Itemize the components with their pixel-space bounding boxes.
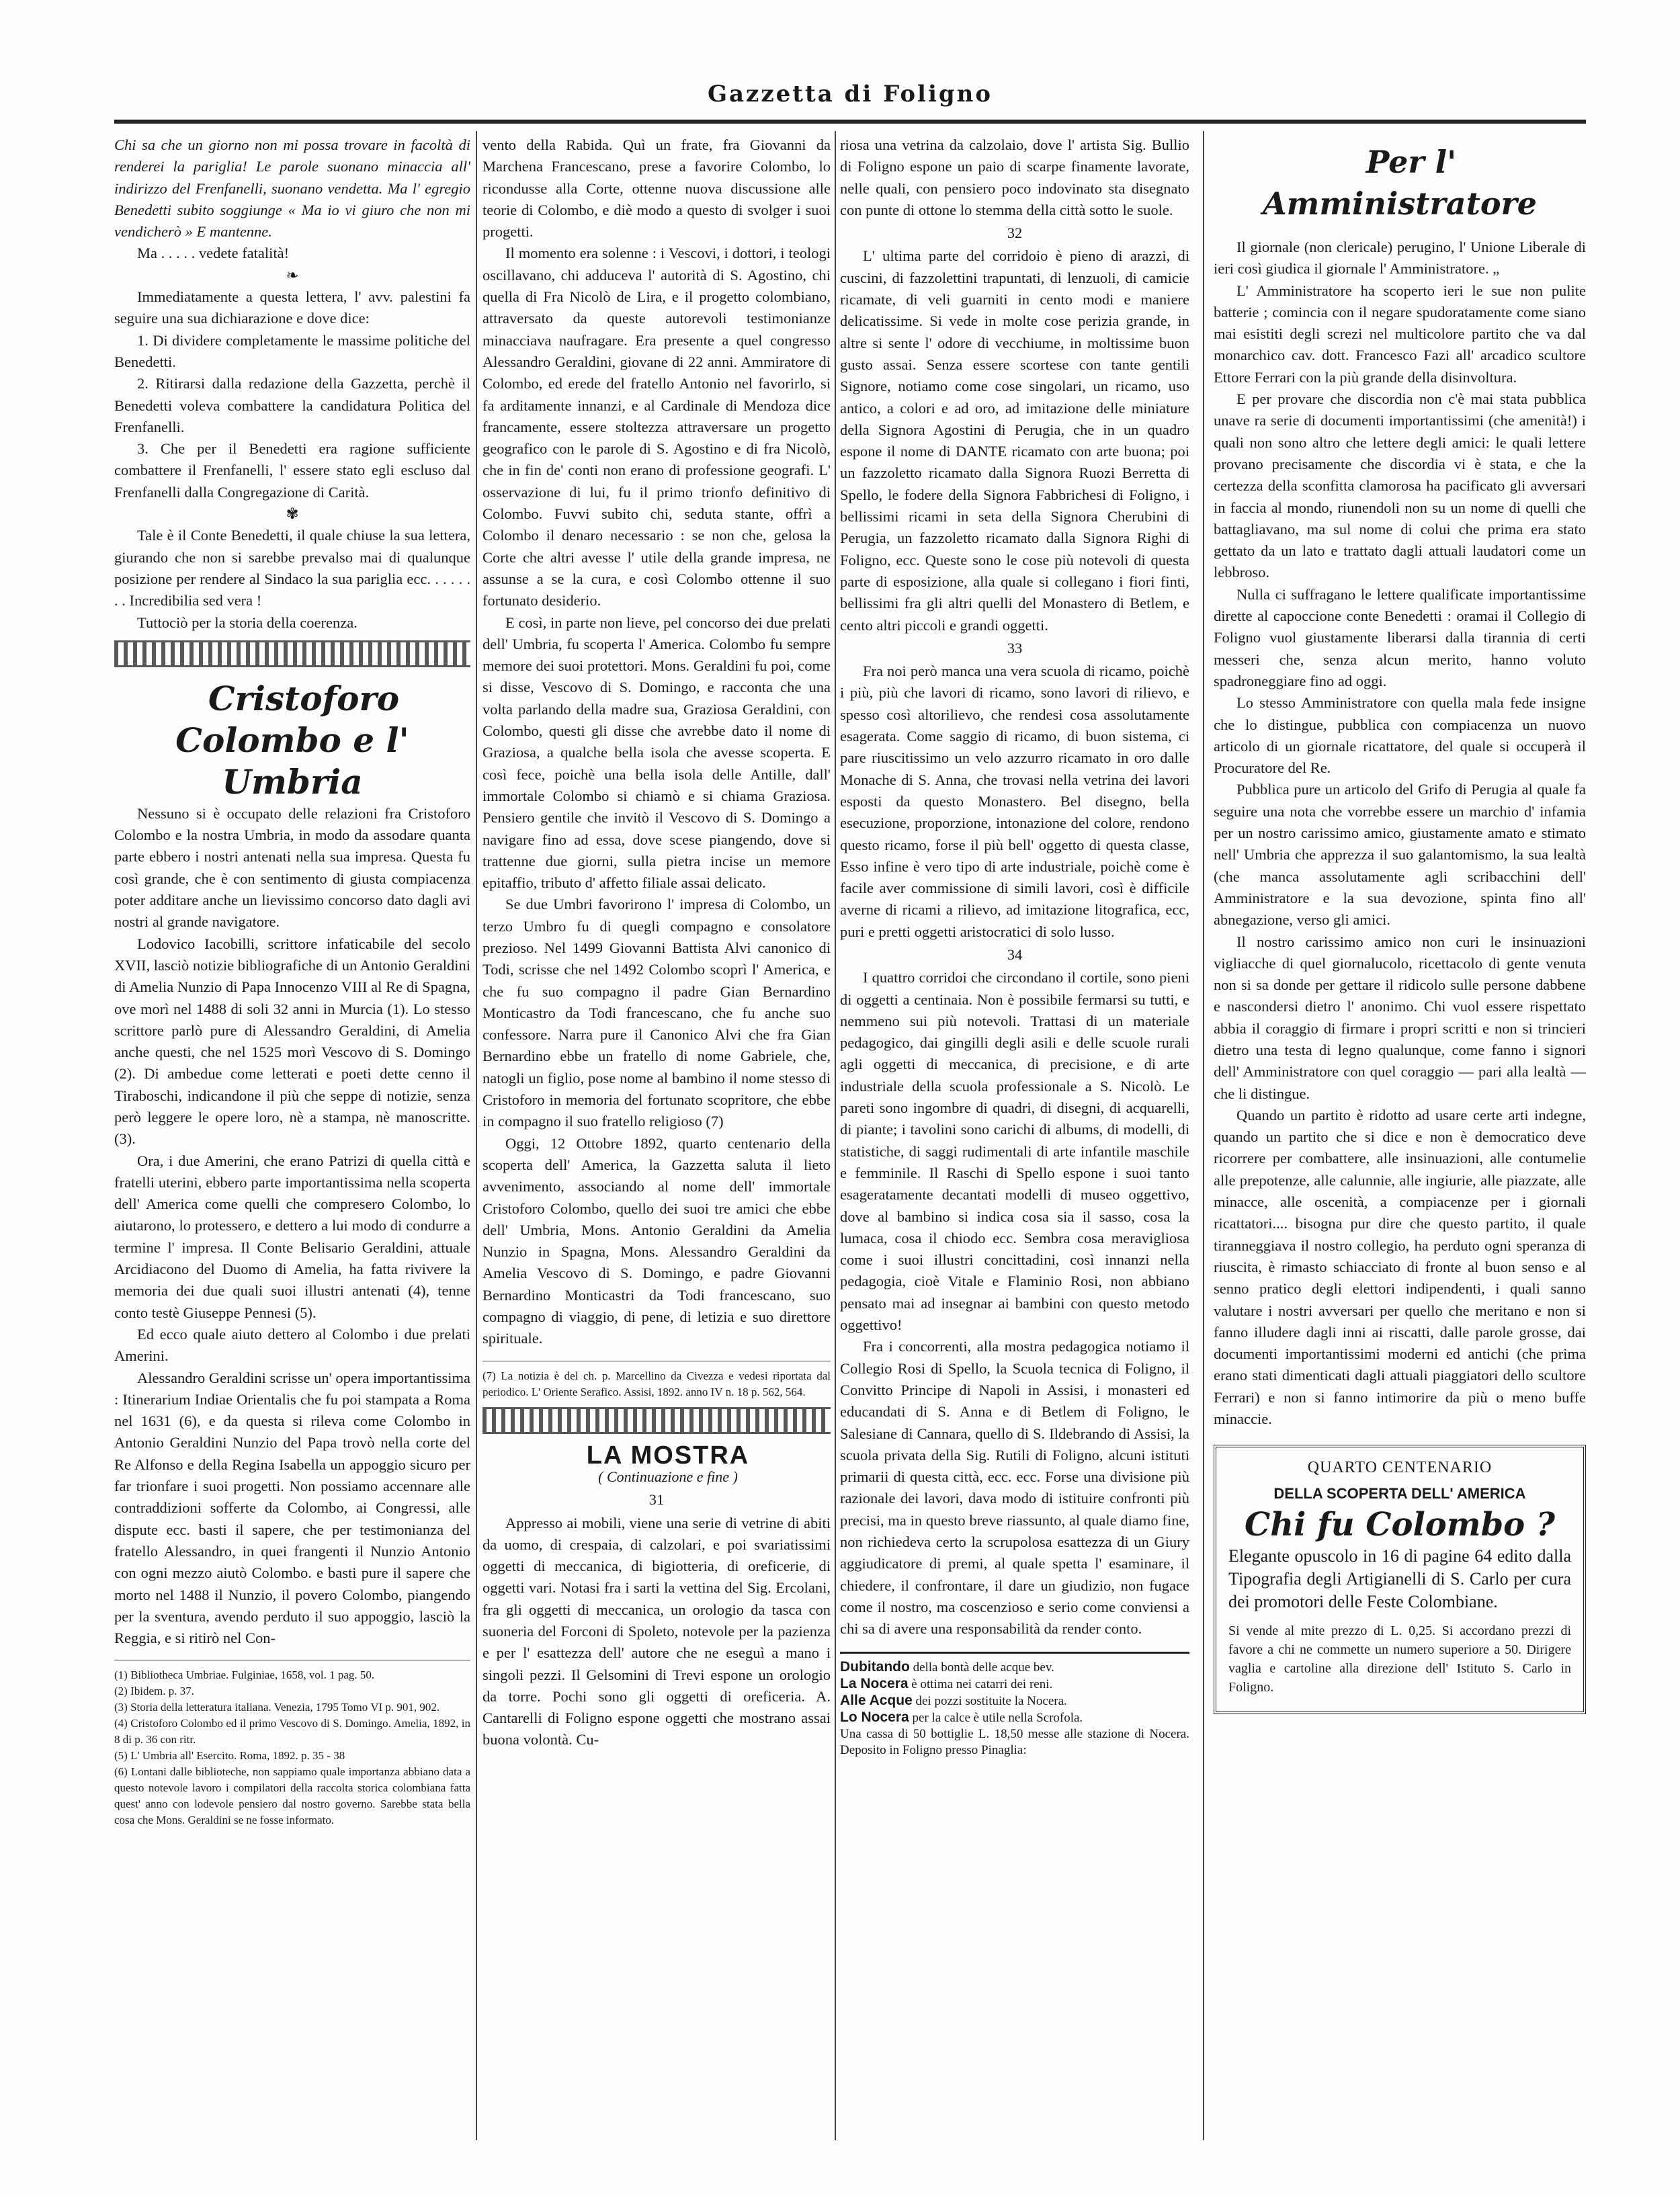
paragraph: L' ultima parte del corridoio è pieno di arazzi, di cuscini, di fazzolettini trapuntati, di lenzuoli, di camicie ricamate, di veli guarniti in cento modi e maniere delicatissime. Si vede in molte cose perizia grande, in altre si sente l' odore di vecchiume, in moltissime buon gusto assai. Senza essere scortese con tante gentili Signore, notiamo come cose singolari, un ricamo, uso antico, a colori e ad oro, ad imitazione delle miniature della Signora Agostini di Perugia, che in un quadro espone il nome di DANTE ricamato con arte buona; poi un fazzoletto ricamato dalla Signora Ruozi Berretta di Spello, le fodere della Signora Fabbrichesi di Foligno, i bellissimi ricami in seta della Signora Cherubini di Perugia, un fazzoletto ricamato dalla Signora Righi di Foligno, ecc. Queste sono le cose più notevoli di questa parte di esposizione, alla quale si collegano i fiori finti, bellissimi fra gli altri quelli del Monastero di Betlem, e cento altri piccoli e grandi oggetti.	[840, 247, 1189, 634]
column-divider	[835, 131, 836, 2140]
paragraph: Ed ecco quale aiuto dettero al Colombo i due prelati Amerini.	[114, 1325, 470, 1365]
ornament-border	[114, 640, 470, 667]
masthead-title: Gazzetta di Foligno	[707, 81, 993, 108]
paragraph: Quando un partito è ridotto ad usare certe arti indegne, quando un partito che si dice e non è democratico deve ricorrere per combattere, alle insinuazioni, alle contumelie alle prepotenze, alle calunnie, alle ingiurie, alle piazzate, alle minacce, alle oscenità, a compiacenze per i giornali ricattatori.... bisogna pur dire che questo partito, il quale tiranneggiava il nostro collegio, ha perduto ogni speranza di riuscita, è rimasto schiacciato di fronte al buon senso e al senno pratico degli elettori indipendenti, i quali sanno valutare i nostri avversari per quello che meritano e non si fanno illudere dagli inni ai riscatti, dalle parole grosse, dai documenti importantissimi moderni ed antichi (che prima erano stati dimenticati dagli attuali piaggiatori dello scultore Ferrari) e non si fanno intimorire da più o meno buffe minaccie.	[1214, 1106, 1586, 1428]
paragraph: riosa una vetrina da calzolaio, dove l' artista Sig. Bullio di Foligno espone un paio di scarpe finamente lavorate, nelle quali, con pensiero poco indovinato sta disegnato con punte di ottone lo stemma della città sotto le suole.	[840, 136, 1189, 218]
advertisement-box	[1214, 1445, 1586, 1714]
paragraph: E per provare che discordia non c'è mai stata pubblica unave ra serie di documenti importantissimi (che amenità!) i quali non sono altro che lettere degli amici: le quali lettere provano precisamente che discordia vi è stata, e che la certezza della sconfitta clamorosa ha pacificato gli avversari in faccia al mondo, riunendoli non su un nome di quelli che battagliavano, ma sul nome di colui che prima era stato gettato da un lato e trattato dagli attuali laudatori come un lebbroso.	[1214, 390, 1586, 581]
column-4	[1214, 134, 1586, 1714]
article-title: Per l' Amministratore	[1262, 144, 1538, 222]
masthead-rule	[114, 120, 1586, 124]
paragraph: Lodovico Iacobilli, scrittore infaticabile del secolo XVII, lasciò notizie bibliografiche di un Antonio Geraldini di Amelia Nunzio di Papa Innocenzo VIII al Re di Spagna, ove morì nel 1488 di soli 32 anni in Murcia (1). Lo stesso scrittore parlò pure di Alessandro Geraldini, di Amelia anche questi, che nel 1525 morì Vescovo di S. Domingo (2). Di ambedue come letterati e poeti dette cenno il Tiraboschi, indicandone il più che seppe di notizie, senza però leggere le opere loro, nè a stampa, nè manoscritte. (3).	[114, 935, 470, 1148]
paragraph: Immediatamente a questa lettera, l' avv. palestini fa seguire una sua dichiarazione e dove dice:	[114, 288, 470, 327]
ornament-border	[482, 1407, 831, 1434]
ad-line: Una cassa di 50 bottiglie L. 18,50 messe alle stazione di Nocera. Deposito in Foligno presso Pinaglia:	[840, 1727, 1189, 1758]
footnote: (1) Bibliotheca Umbriae. Fulginiae, 1658, vol. 1 pag. 50.	[114, 1669, 375, 1682]
column-2	[482, 134, 831, 1751]
ad-title: Chi fu Colombo ?	[1245, 1505, 1555, 1544]
ad-line: Lo Nocera per la calce è utile nella Scrofola.	[840, 1709, 1083, 1726]
ad-body: Elegante opuscolo in 16 di pagine 64 edito dalla Tipografia degli Artigianelli di S. Carlo per cura dei promotori delle Feste Colombiane.	[1228, 1546, 1571, 1612]
list-item: 2. Ritirarsi dalla redazione della Gazzetta, perchè il Benedetti voleva combattere la candidatura Politica del Frenfanelli.	[114, 375, 470, 435]
ornament-icon: ❧	[286, 266, 299, 284]
footnote: (4) Cristoforo Colombo ed il primo Vescovo di S. Domingo. Amelia, 1892, in 8 di p. 36 con ritr.	[114, 1717, 470, 1746]
footnotes	[114, 1660, 470, 1828]
paragraph: Lo stesso Amministratore con quella mala fede insigne che lo distingue, pubblica con compiacenza un nuovo articolo di un giornale ricattatore, del quale si occuperà il Procuratore del Re.	[1214, 694, 1586, 777]
ad-price-info: Si vende al mite prezzo di L. 0,25. Si accordano prezzi di favore a chi ne commette un numero superiore a 50. Dirigere vaglia e cartoline alla direzione dell' Istituto S. Carlo in Foligno.	[1228, 1623, 1571, 1695]
footnote: (5) L' Umbria all' Esercito. Roma, 1892. p. 35 - 38	[114, 1749, 345, 1763]
paragraph: E così, in parte non lieve, pel concorso dei due prelati dell' Umbria, fu scoperta l' America. Colombo fu sempre memore dei suoi protettori. Mons. Geraldini fu poi, come si disse, Vescovo di S. Domingo, e racconta che una volta parlando della madre sua, Graziosa Geraldini, con Colombo, questi gli disse che avrebbe dato il nome di Graziosa, a qualche bella isola che avesse scoperta. E così fece, poichè una bella isola delle Antille, dall' immortale Colombo si chiamò e si chiama Graziosa. Pensiero gentile che invitò il Vescovo di S. Domingo a navigare fino ad essa, dove scese piangendo, dove si trattenne due giorni, sulla pietra incise un memore epitaffio, tributo d' affetto filiale assai delicato.	[482, 614, 831, 892]
footnote: (6) Lontani dalle biblioteche, non sappiamo quale importanza abbiano data a questo notevole lavoro i compilatori della raccolta storica colombiana fatta quest' anno con lodevole pensiero dal nostro governo. Sarebbe stata bella cosa che Mons. Geraldini se ne fosse informato.	[114, 1765, 470, 1827]
paragraph: Fra noi però manca una vera scuola di ricamo, poichè i più, più che lavori di ricamo, sono lavori di rilievo, e spesso così altorilievo, che rendesi cosa assolutamente esagerata. Come saggio di ricamo, di buon sistema, ci pare riuscitissimo un velo azzurro ricamato in oro dalle Monache di S. Anna, che trovasi nella vetrina dei lavori esposti da questo Monastero. Bel disegno, bella esecuzione, proporzione, intonazione del colore, rendono questo ricamo, forse il più bell' oggetto di questa classe, Esso infine è vero tipo di arte industriale, poichè come è facile aver commissione di simili lavori, così è difficile averne di ricami a rilievo, ad imitazione litografica, ecc, puri e pretti oggetti aristocratici di solo lusso.	[840, 663, 1189, 940]
footnote: (7) La notizia è del ch. p. Marcellino da Civezza e vedesi riportata dal periodico. L' Oriente Serafico. Assisi, 1892. anno IV n. 18 p. 562, 564.	[482, 1369, 831, 1398]
paragraph: Oggi, 12 Ottobre 1892, quarto centenario della scoperta dell' America, la Gazzetta saluta il lieto avvenimento, associando al nome dell' immortale Cristoforo Colombo, quello dei suoi tre amici che ebbe dell' Umbria, Mons. Antonio Geraldini da Amelia Nunzio in Spagna, Mons. Alessandro Geraldini da Amelia Vescovo di S. Domingo, e padre Giovanni Bernardino Monticastri da Todi francescano, suo compagno di viaggio, di pene, di letizia e suo direttore spirituale.	[482, 1134, 831, 1347]
section-subtitle: ( Continuazione e fine )	[598, 1468, 738, 1485]
paragraph: Pubblica pure un articolo del Grifo di Perugia al quale fa seguire una nota che vorrebbe essere un marchio d' infamia per un nostro carissimo amico, giustamente amato e stimato nell' Umbria che apprezza il suo galantomismo, la sua lealtà (che manca assolutamente agli scribacchini dell' Amministratore e la sua devozione, spinta fino all' abnegazione, verso gli amici.	[1214, 781, 1586, 929]
section-number: 32	[1007, 224, 1023, 242]
paragraph: I quattro corridoi che circondano il cortile, sono pieni di oggetti a centinaia. Non è possibile fermarsi su tutti, e nemmeno sui più notevoli. Trattasi di un materiale pedagogico, dai gingilli degli asili e delle scuole rurali agli oggetti di meccanica, di precisione, e di arte industriale della scuola professionale a S. Nicolò. Le pareti sono ingombre di quadri, di disegni, di acquarelli, di piante; i tavolini sono carichi di albums, di modelli, di statistiche, di saggi rudimentali di arte infantile maschile e femminile. Il Raschi di Spello espone i suoi tanto esageratamente decantati modelli di museo oggettivo, dove al bambino si indica cosa sia il sasso, cosa la lumaca, cosa il chiodo ecc. Sembra cosa meravigliosa come i suoi illustri concittadini, così innanzi nella pedagogia, cioè Vitale e Flaminio Rosi, non abbiano pensato mai ad insegnar ai bambini con questo metodo oggettivo!	[840, 969, 1189, 1334]
paragraph: Il nostro carissimo amico non curi le insinuazioni vigliacche di quel giornalucolo, ricettacolo di gente venuta non si sa donde per gettare il ridicolo sulle persone dabbene e nascondersi dietro l' anonimo. Chi vuol essere rispettato abbia il coraggio di firmare i propri scritti e non si trincieri dietro una testa di legno qualunque, come fanno i signori dell' Amministratore con quel coraggio — pari alla lealtà — che li distingue.	[1214, 933, 1586, 1102]
paragraph: Nulla ci suffragano le lettere qualificate importantissime dirette al capoccione conte Benedetti : oramai il Collegio di Foligno vuol giustamente liberarsi dalla tirannia di certi messeri che, senza alcun merito, hanno voluto spadroneggiare fino ad oggi.	[1214, 585, 1586, 689]
section-title: LA MOSTRA	[586, 1441, 750, 1470]
paragraph: Nessuno si è occupato delle relazioni fra Cristoforo Colombo e la nostra Umbria, in modo da assodare quanta parte ebbero i nostri antenati nella sua impresa. Questa fu così grande, che è con sentimento di giusta compiacenza poter additare anche un lievissimo concorso dato dagli avi nostri al grande navigatore.	[114, 804, 470, 931]
paragraph: L' Amministratore ha scoperto ieri le sue non pulite batterie ; comincia con il negare spudoratamente come siano mai esistiti degli screzi nel multicolore partito che va dal monarchico cav. dott. Francesco Fazi all' arcadico scultore Ettore Ferrari con la più grande della disinvoltura.	[1214, 282, 1586, 386]
ad-subheading: DELLA SCOPERTA DELL' AMERICA	[1273, 1484, 1526, 1502]
list-item: 1. Di dividere completamente le massime politiche del Benedetti.	[114, 331, 470, 370]
column-3	[840, 134, 1189, 1759]
ad-heading: QUARTO CENTENARIO	[1307, 1459, 1493, 1477]
paragraph: Se due Umbri favorirono l' impresa di Colombo, un terzo Umbro fu di quegli compagno e consolatore prezioso. Nel 1499 Giovanni Battista Alvi canonico di Todi, scrisse che nel 1492 Colombo scoprì l' America, e che fu suo compagno il padre Gian Bernardino Monticastro da Todi francescano, che fu anche suo confessore. Narra pure il Canonico Alvi che fra Gian Bernardino ebbe un fratello di nome Gabriele, che, natogli un figlio, pose nome al bambino il nome stesso di Cristoforo in memoria del fortunato scopritore, che ebbe in compagno il suo fratello religioso (7)	[482, 896, 831, 1130]
list-item: 3. Che per il Benedetti era ragione sufficiente combattere il Frenfanelli, l' essere stato egli escluso dal Frenfanelli dalla Congregazione di Carità.	[114, 440, 470, 501]
paragraph: Ma . . . . . vedete fatalità!	[137, 245, 290, 262]
section-number: 31	[648, 1491, 665, 1509]
column-1	[114, 134, 470, 1828]
ad-line: La Nocera è ottima nei catarri dei reni.	[840, 1676, 1053, 1692]
footnote: (3) Storia della letteratura italiana. Venezia, 1795 Tomo VI p. 901, 902.	[114, 1701, 440, 1714]
footnotes	[482, 1361, 831, 1400]
paragraph: Tuttociò per la storia della coerenza.	[137, 614, 358, 631]
column-divider	[476, 131, 477, 2140]
advertisement-nocera	[840, 1652, 1189, 1759]
ad-line: Dubitando della bontà delle acque bev.	[840, 1659, 1054, 1675]
paragraph: Il momento era solenne : i Vescovi, i dottori, i teologi oscillavano, chi adduceva l' autorità di S. Agostino, chi quella di Fra Nicolò de Lira, e il progetto colombiano, attraversato da queste autorevoli testimonianze minacciava naufragare. Era presente a quel congresso Alessandro Geraldini, giovane di 22 anni. Ammiratore di Colombo, ed erede del fratello Antonio nel favorirlo, si fa arditamente innanzi, e al Cardinale di Mendoza dice francamente, essere stoltezza attraversare un progetto geografico con le parole di S. Agostino e di fra Nicolò, che in fin de' conti non erano di professione geografi. L' osservazione di lui, fu il primo trionfo definitivo di Colombo. Fuvvi subito chi, seduta stante, offrì a Colombo il denaro necessario : se non che, gelosa la Corte che altri avesse l' utile della grande impresa, ne assunse a se la cura, e così Colombo ottenne il suo fortunato desiderio.	[482, 245, 831, 609]
section-number: 33	[1007, 639, 1023, 657]
paragraph: Il giornale (non clericale) perugino, l' Unione Liberale di ieri così giudica il giornale l' Amministratore. „	[1214, 239, 1586, 278]
paragraph: Appresso ai mobili, viene una serie di vetrine di abiti da uomo, di crespaia, di calzolari, e poi svariatissimi oggetti di meccanica, di bigiotteria, di oreficerie, di oggetti vari. Notasi fra i sarti la vettina del Sig. Ercolani, fra gli oggetti di meccanica, un orologio da tasca con suoneria del Forconi di Spoleto, notevole per la pazienza e per l' esattezza dell' autore che ne eseguì a mano i singoli pezzi. Il Gelsomini di Trevi espone un orologio da torre. Pochi sono gli oggetti di oreficeria. A. Cantarelli di Foligno espone oggetti che mostrano assai buona volontà. Cu-	[482, 1514, 831, 1748]
ad-line: Alle Acque dei pozzi sostituite la Nocera.	[840, 1693, 1067, 1709]
paragraph: Alessandro Geraldini scrisse un' opera importantissima : Itinerarium Indiae Orientalis che fu poi stampata a Roma nel 1631 (6), e da questa si rileva come Colombo in Antonio Geraldini Nunzio del Papa trovò nella corte del Re Alfonso e della Regina Isabella un appoggio sicuro per far trionfare i suoi progetti. Non possiamo accennare alle contraddizioni sofferte da Colombo, ai Congressi, alle dispute ecc. basti il sapere, che per testimonianza del fratello Alessandro, in quei frangenti il Nunzio Antonio con ogni mezzo aiutò Colombo. e basti pure il sapere che morto nel 1488 il Nunzio, il povero Colombo, piangendo per la sventura, avendo perduto il suo appoggio, lasciò la Reggia, e si ritirò nel Con-	[114, 1369, 470, 1647]
column-divider	[1203, 131, 1204, 2140]
paragraph: Chi sa che un giorno non mi possa trovare in facoltà di renderei la pariglia! Le parole suonano minaccia all' indirizzo del Frenfanelli, suonano vendetta. Ma l' egregio Benedetti subito soggiunge « Ma io vi giuro che non mi vendicherò » E mantenne.	[114, 136, 470, 241]
footnote: (2) Ibidem. p. 37.	[114, 1685, 194, 1698]
paragraph: Fra i concorrenti, alla mostra pedagogica notiamo il Collegio Rosi di Spello, la Scuola tecnica di Foligno, il Convitto Principe di Napoli in Assisi, i monasteri ed educandati di S. Anna e di Betlem di Foligno, le Salesiane di Cannara, quello di S. Ildebrando di Assisi, la scuola privata della Sig. Rutili di Foligno, alcuni istituti primarii di questa città, ecc. ecc. Forse una divisione più razionale dei lavori, dava modo di istituire confronti più precisi, ma in questo breve riassunto, al quale diamo fine, non richiedeva certo la scrupolosa esattezza di un Giury aggiudicatore di premi, al quale spetta l' esaminare, il chiedere, il confrontare, il dare un giudizio, non fugace come il nostro, ma coscenzioso e serio come conviensi a chi sa di avere una responsabilità da render conto.	[840, 1338, 1189, 1638]
paragraph: Tale è il Conte Benedetti, il quale chiuse la sua lettera, giurando che non si sarebbe prevalso mai di qualunque posizione per rendere al Sindaco la sua pariglia ecc. . . . . . . . Incredibilia sed vera !	[114, 527, 470, 609]
ornament-icon: ✾	[286, 505, 299, 523]
paragraph: Ora, i due Amerini, che erano Patrizi di quella città e fratelli uterini, ebbero parte importantissima nella scoperta dell' America come quelli che compresero Colombo, lo aiutarono, lo protessero, e dettero a lui modo di condurre a termine l' impresa. Il Conte Belisario Geraldini, attuale Arcidiacono del Duomo di Amelia, ha fatta rivivere la memoria dei due quali suoi illustri antenati (4), tenne conto testè Giuseppe Pennesi (5).	[114, 1152, 470, 1321]
article-title: Cristoforo Colombo e l' Umbria	[175, 678, 409, 802]
section-number: 34	[1007, 945, 1023, 963]
paragraph: vento della Rabida. Quì un frate, fra Giovanni da Marchena Francescano, prese a favorire Colombo, lo ricondusse alla Corte, ottenne nuova discussione alle teorie di Colombo, e diè modo a questo di svolger i suoi progetti.	[482, 136, 831, 241]
